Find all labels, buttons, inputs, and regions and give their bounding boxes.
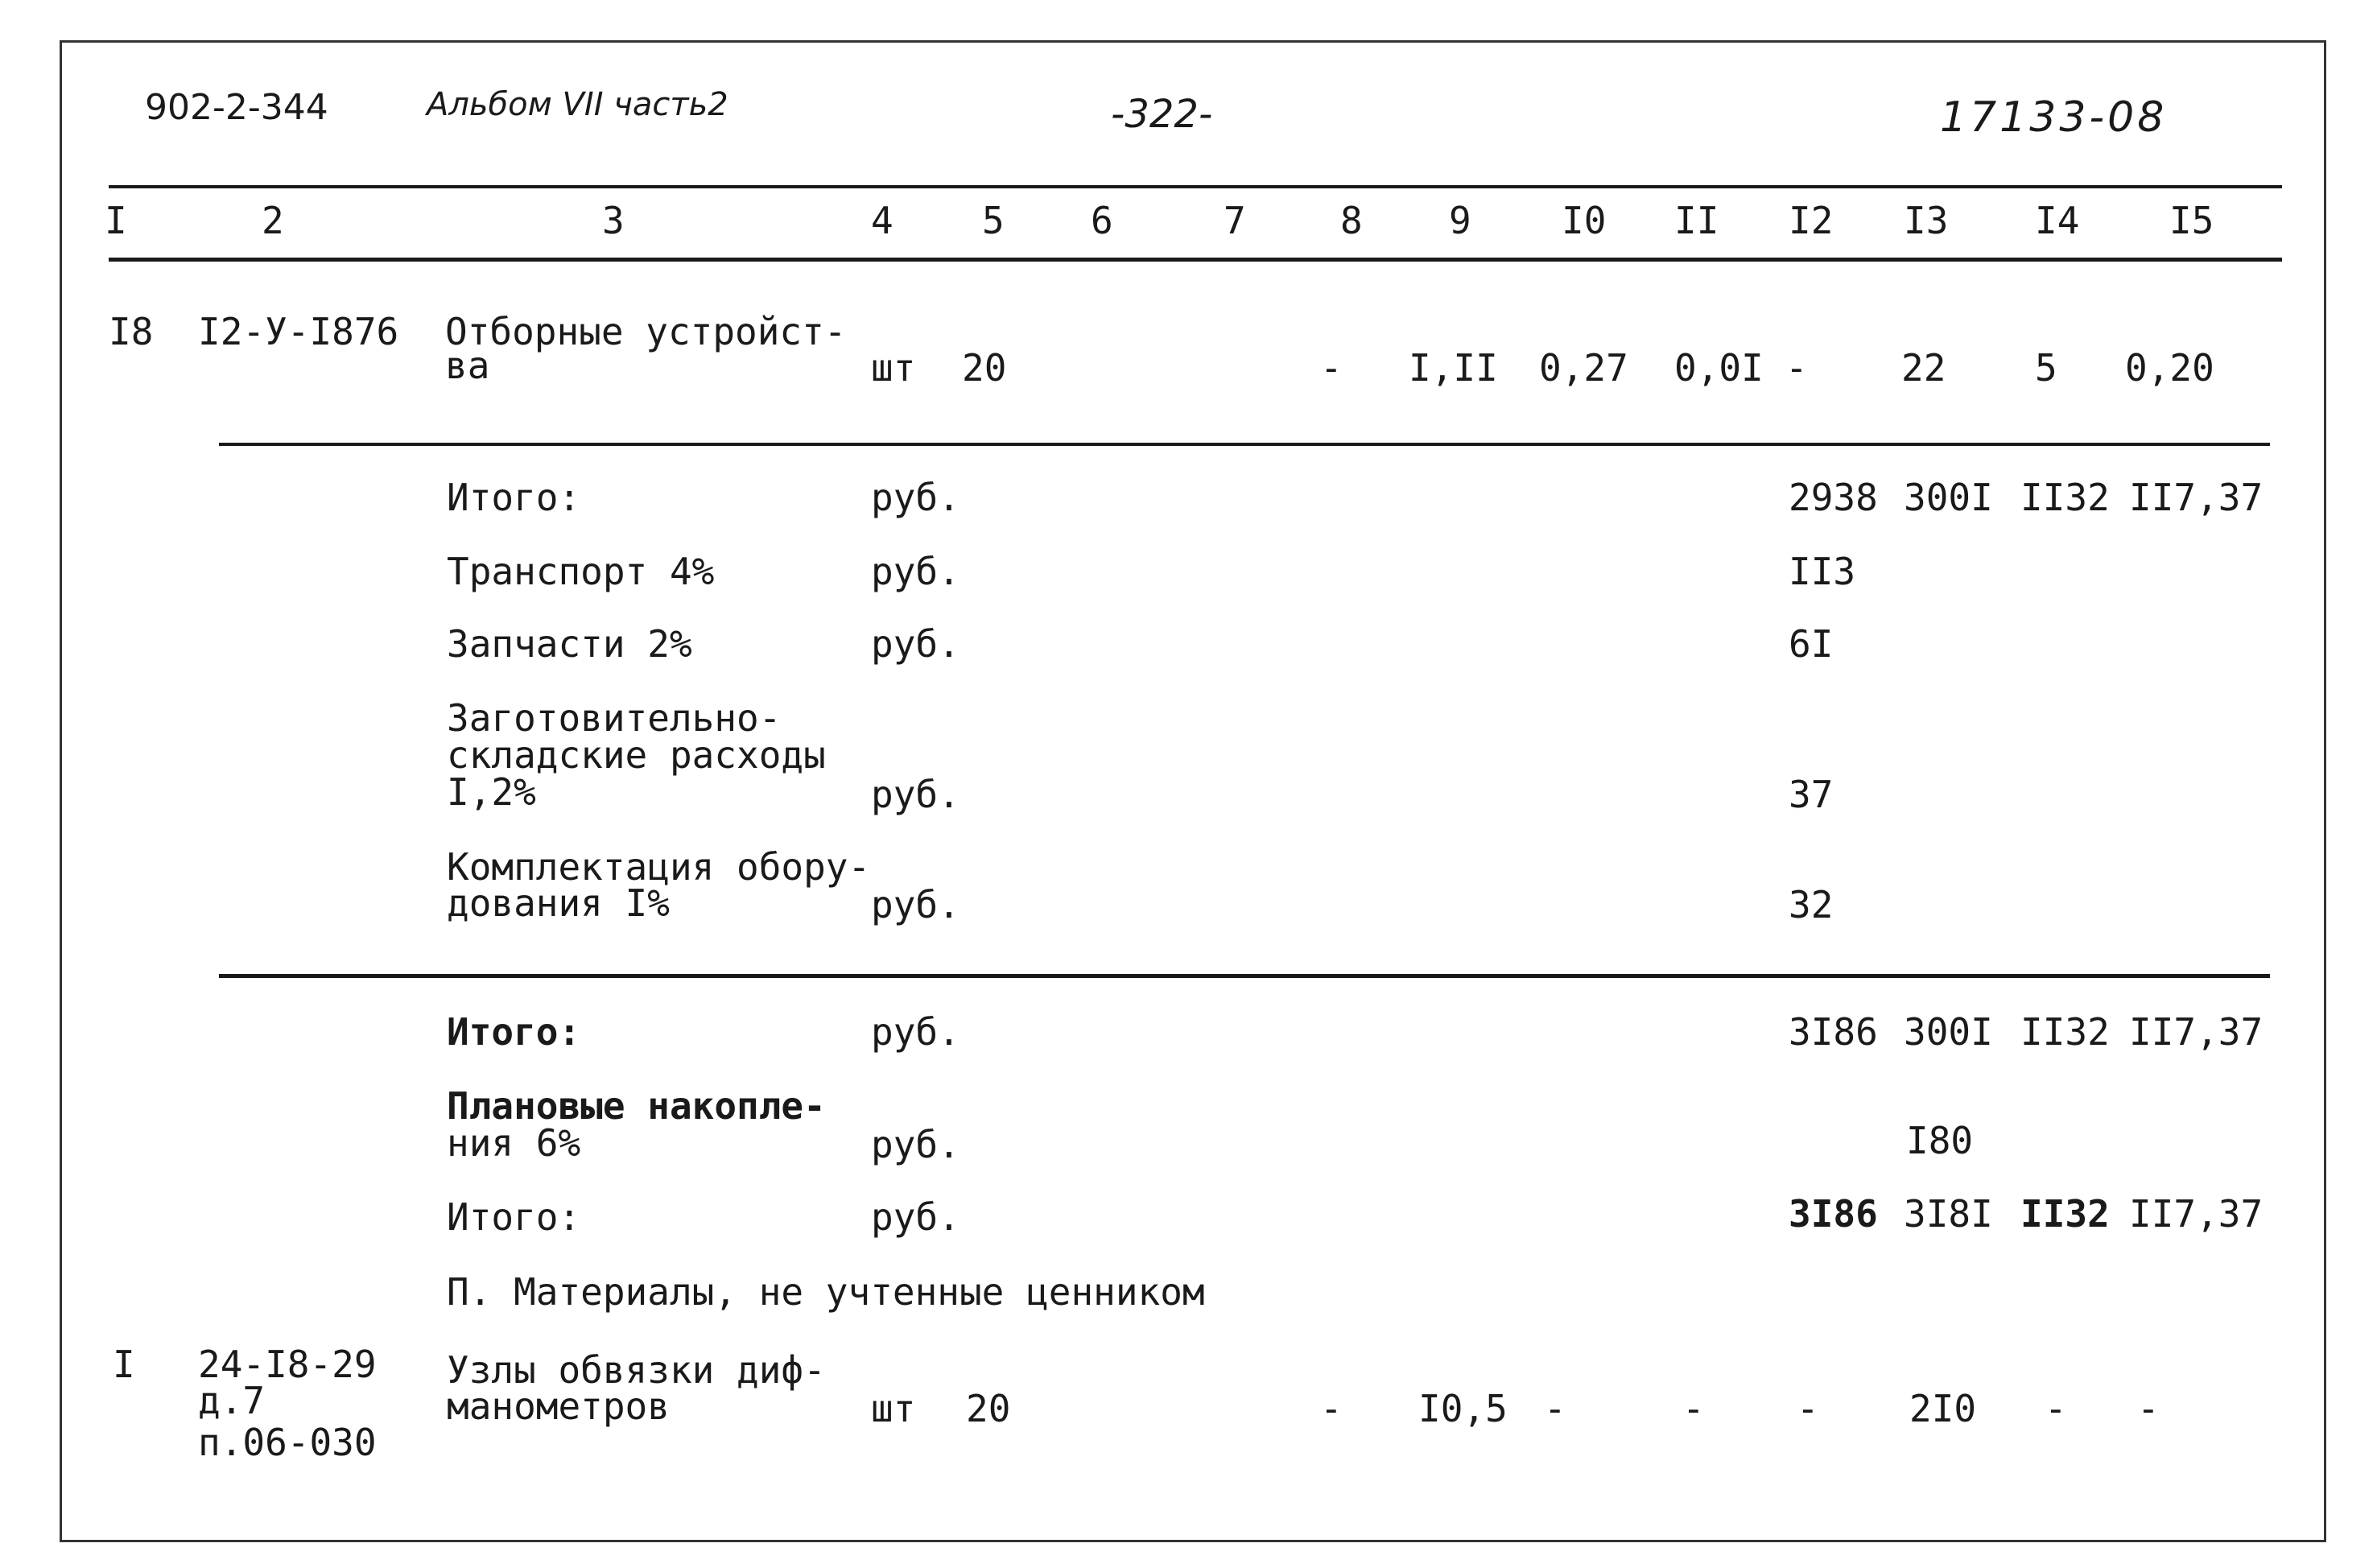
totals2-unit: руб. <box>871 1010 960 1054</box>
totals3-c15: II7,37 <box>2129 1192 2264 1236</box>
album-label: Альбом VII часть2 <box>427 86 728 123</box>
col-header-2: 2 <box>262 199 284 242</box>
transport-c12: II3 <box>1789 550 1856 593</box>
item1-c8: - <box>1320 1387 1343 1430</box>
planned-line1: Плановые накопле- <box>447 1084 826 1128</box>
totals3-c13: 3I8I <box>1904 1192 1993 1236</box>
item18-c8: - <box>1320 346 1343 390</box>
item18-name-line2: ва <box>445 344 490 387</box>
planned-unit: руб. <box>871 1123 960 1166</box>
col-header-1: I <box>105 199 127 242</box>
col-header-12: I2 <box>1789 199 1834 242</box>
col-header-9: 9 <box>1449 199 1471 242</box>
item1-code-line2: д.7 <box>198 1379 266 1422</box>
completion-line1: Комплектация обору- <box>447 845 871 889</box>
totals3-label: Итого: <box>447 1195 581 1239</box>
document-frame <box>60 40 2326 1542</box>
storage-line3: I,2% <box>447 770 536 814</box>
storage-line1: Заготовительно- <box>447 696 782 740</box>
col-header-5: 5 <box>982 199 1005 242</box>
item18-c12: - <box>1785 346 1808 390</box>
item1-num: I <box>113 1343 135 1386</box>
col-header-10: I0 <box>1562 199 1607 242</box>
item1-c15: - <box>2137 1387 2160 1430</box>
totals2-c15: II7,37 <box>2129 1010 2264 1054</box>
col-header-6: 6 <box>1091 199 1113 242</box>
totals2-c14: II32 <box>2020 1010 2110 1054</box>
planned-line2: ния 6% <box>447 1121 581 1165</box>
col-header-15: I5 <box>2169 199 2214 242</box>
totals1-c12: 2938 <box>1789 476 1878 519</box>
item18-unit: шт <box>871 346 916 390</box>
col-header-13: I3 <box>1904 199 1949 242</box>
completion-c12: 32 <box>1789 883 1834 926</box>
doc-code: 902-2-344 <box>145 87 328 128</box>
planned-c13: I80 <box>1906 1119 1974 1162</box>
totals1-c15: II7,37 <box>2129 476 2264 519</box>
totals3-c14: II32 <box>2020 1192 2110 1236</box>
transport-label: Транспорт 4% <box>447 550 715 593</box>
item1-code-line3: п.06-030 <box>198 1421 377 1464</box>
completion-line2: дования I% <box>447 881 670 925</box>
section-rule-1 <box>219 443 2270 446</box>
item1-name-line2: манометров <box>447 1384 670 1428</box>
storage-unit: руб. <box>871 773 960 816</box>
item18-num: I8 <box>109 310 154 353</box>
item18-c13: 22 <box>1901 346 1946 390</box>
item1-c9: I0,5 <box>1418 1387 1508 1430</box>
page-number: -322- <box>1111 92 1213 137</box>
totals3-c12: 3I86 <box>1789 1192 1878 1236</box>
col-header-7: 7 <box>1224 199 1246 242</box>
col-header-8: 8 <box>1340 199 1363 242</box>
totals1-unit: руб. <box>871 476 960 519</box>
item1-qty: 20 <box>966 1387 1011 1430</box>
col-header-14: I4 <box>2035 199 2080 242</box>
storage-line2: складские расходы <box>447 733 826 777</box>
item1-unit: шт <box>871 1387 916 1430</box>
item1-c10: - <box>1544 1387 1566 1430</box>
item1-code-line1: 24-I8-29 <box>198 1343 377 1386</box>
header-top-rule <box>109 185 2282 188</box>
completion-unit: руб. <box>871 883 960 926</box>
item18-c10: 0,27 <box>1539 346 1628 390</box>
item18-c14: 5 <box>2035 346 2057 390</box>
item18-c9: I,II <box>1409 346 1498 390</box>
spares-c12: 6I <box>1789 622 1834 666</box>
item18-c15: 0,20 <box>2125 346 2214 390</box>
totals1-c13: 300I <box>1904 476 1993 519</box>
totals2-label: Итого: <box>447 1010 581 1054</box>
item18-qty: 20 <box>962 346 1007 390</box>
totals1-label: Итого: <box>447 476 581 519</box>
item1-c13: 2I0 <box>1909 1387 1977 1430</box>
spares-unit: руб. <box>871 622 960 666</box>
item1-c12: - <box>1797 1387 1819 1430</box>
col-header-11: II <box>1674 199 1719 242</box>
item1-c14: - <box>2045 1387 2067 1430</box>
storage-c12: 37 <box>1789 773 1834 816</box>
item18-code: I2-У-I876 <box>198 310 399 353</box>
item1-c11: - <box>1682 1387 1705 1430</box>
item18-name-line1: Отборные устройст- <box>445 310 847 353</box>
section2-title: П. Материалы, не учтенные ценником <box>447 1270 1205 1314</box>
spares-label: Запчасти 2% <box>447 622 692 666</box>
totals2-c13: 300I <box>1904 1010 1993 1054</box>
col-header-4: 4 <box>871 199 893 242</box>
totals2-c12: 3I86 <box>1789 1010 1878 1054</box>
header-bottom-rule <box>109 258 2282 262</box>
transport-unit: руб. <box>871 550 960 593</box>
totals3-unit: руб. <box>871 1195 960 1239</box>
item18-c11: 0,0I <box>1674 346 1764 390</box>
col-header-3: 3 <box>602 199 625 242</box>
sheet-code: 17133-08 <box>1940 93 2168 142</box>
item1-name-line1: Узлы обвязки диф- <box>447 1348 826 1392</box>
section-rule-2 <box>219 974 2270 978</box>
totals1-c14: II32 <box>2020 476 2110 519</box>
